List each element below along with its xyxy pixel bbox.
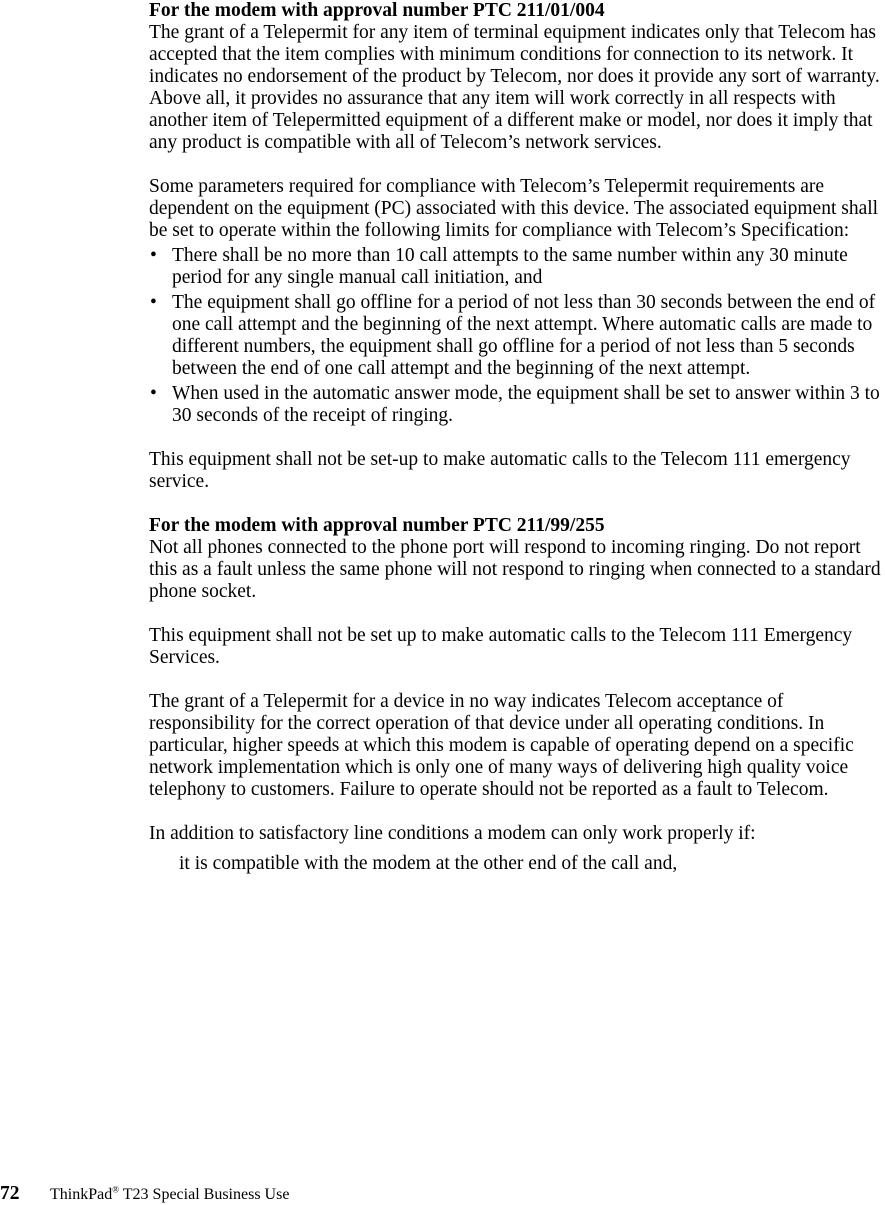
- bullet-icon: •: [150, 383, 157, 404]
- footer-product: ThinkPad: [50, 1186, 113, 1203]
- section-heading-ptc-211-01-004: For the modem with approval number PTC 211/01/004: [149, 0, 605, 21]
- bullet-icon: •: [150, 292, 157, 313]
- footer-title: [50, 1185, 289, 1205]
- paragraph-emergency-111: This equipment shall not be set-up to make automatic calls to the Telecom 111 emergency service.: [149, 449, 851, 492]
- list-item-text: The equipment shall go offline for a period of not less than 30 seconds between the end of one call attempt and the beginning of the next attempt. Where automatic calls are made to different numbers, the equipment shall go offline for a period of not less than 5 seconds between the end of one call attempt and the beginning of the next attempt.: [172, 292, 876, 379]
- spacer: [149, 603, 885, 625]
- spacer: [149, 427, 885, 449]
- compliance-limits-list: [149, 245, 885, 427]
- registered-mark: ®: [112, 1184, 120, 1195]
- paragraph-telepermit-responsibility: The grant of a Telepermit for a device in no way indicates Telecom acceptance of responsibility for the correct operation of that device under all operating conditions. In particular, higher speeds at which this modem is capable of operating depend on a specific network implementation which is only one of many ways of delivering high quality voice telephony to customers. Failure to operate should not be reported as a fault to Telecom.: [149, 691, 854, 800]
- paragraph-emergency-services: This equipment shall not be set up to make automatic calls to the Telecom 111 Emergency Services.: [149, 625, 853, 668]
- page-content: [149, 0, 885, 875]
- spacer: [149, 493, 885, 515]
- paragraph-line-conditions: In addition to satisfactory line conditions a modem can only work properly if:: [149, 823, 756, 844]
- list-item: [149, 292, 885, 380]
- paragraph-parameters: Some parameters required for compliance with Telecom’s Telepermit requirements are dependent on the equipment (PC) associated with this device. The associated equipment shall be set to operate within the following limits for compliance with Telecom’s Specification:: [149, 176, 879, 241]
- list-item: [149, 245, 885, 289]
- spacer: [149, 801, 885, 823]
- paragraph-telepermit-grant: The grant of a Telepermit for any item of terminal equipment indicates only that Telecom has accepted that the item complies with minimum conditions for connection to its network. It indicates no endorsement of the product by Telecom, nor does it provide any sort of warranty. Above all, it provides no assurance that any item will work correctly in all respects with another item of Telepermitted equipment of a different make or model, nor does it imply that any product is compatible with all of Telecom’s network services.: [149, 22, 880, 153]
- bullet-icon: •: [150, 245, 157, 266]
- indented-condition: it is compatible with the modem at the other end of the call and,: [179, 853, 678, 874]
- spacer: [149, 669, 885, 691]
- page-number: 72: [0, 1183, 20, 1204]
- page-footer: [0, 1183, 885, 1205]
- list-item-text: When used in the automatic answer mode, the equipment shall be set to answer within 3 to 30 seconds of the receipt of ringing.: [172, 383, 880, 426]
- list-item: [149, 383, 885, 427]
- spacer: [149, 154, 885, 176]
- list-item-text: There shall be no more than 10 call attempts to the same number within any 30 minute period for any single manual call initiation, and: [172, 245, 848, 288]
- section-heading-ptc-211-99-255: For the modem with approval number PTC 211/99/255: [149, 515, 605, 536]
- footer-title-suffix: T23 Special Business Use: [119, 1186, 290, 1203]
- paragraph-phone-port: Not all phones connected to the phone port will respond to incoming ringing. Do not report this as a fault unless the same phone will not respond to ringing when connected to a standard phone socket.: [149, 537, 881, 602]
